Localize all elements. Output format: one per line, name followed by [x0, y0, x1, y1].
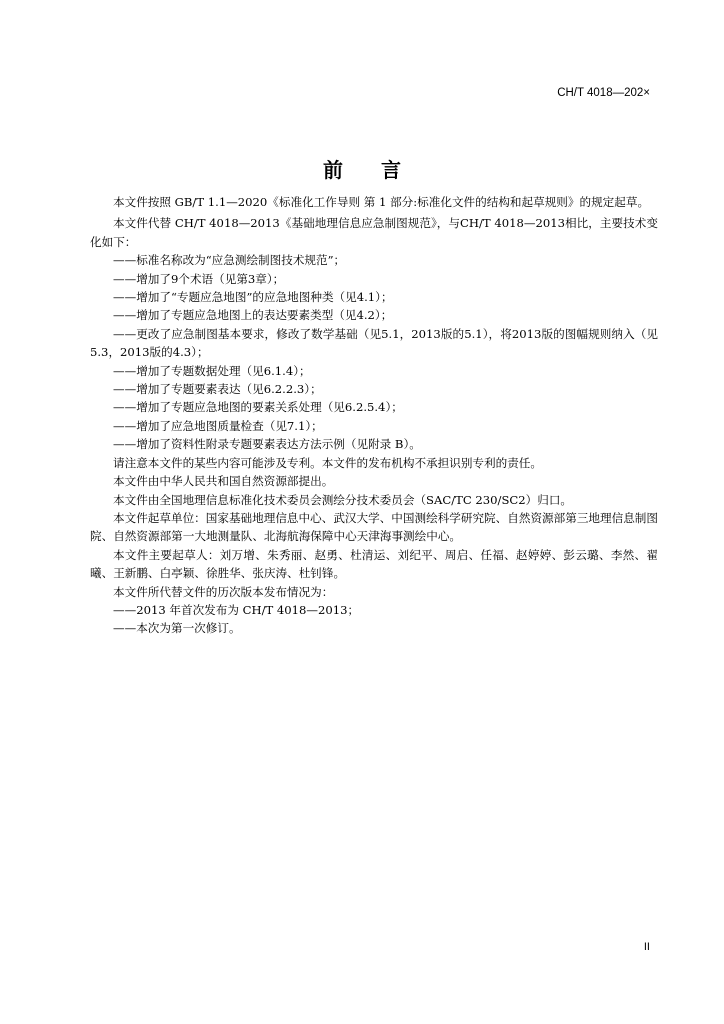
- document-code: CH/T 4018—202×: [557, 87, 650, 99]
- change-item: ——增加了资料性附录专题要素表达方法示例（见附录 B）。: [113, 437, 421, 452]
- title-char-2: 言: [381, 158, 401, 182]
- change-item: ——增加了应急地图质量检查（见7.1）；: [113, 418, 323, 433]
- change-item: ——增加了9个术语（见第3章）；: [113, 271, 285, 286]
- paragraph-replacement: 本文件代替 CH/T 4018—2013《基础地理信息应急制图规范》，与CH/T 4018—2013相比，主要技术变化如下：: [90, 216, 658, 249]
- paragraph-drafting-units: 本文件起草单位：国家基础地理信息中心、武汉大学、中国测绘科学研究院、自然资源部第三地理信息制图院、自然资源部第一大地测量队、北海航海保障中心天津海事测绘中心。: [90, 510, 658, 544]
- paragraph-committee: 本文件由全国地理信息标准化技术委员会测绘分技术委员会（SAC/TC 230/SC2）归口。: [113, 492, 573, 507]
- change-item: ——标准名称改为“应急测绘制图技术规范”；: [113, 253, 346, 268]
- change-item: ——增加了专题要素表达（见6.2.2.3）；: [113, 382, 322, 397]
- change-item: ——增加了专题应急地图的要素关系处理（见6.2.5.4）；: [113, 400, 403, 415]
- history-item: ——2013 年首次发布为 CH/T 4018—2013；: [113, 602, 360, 617]
- change-item: ——增加了“专题应急地图”的应急地图种类（见4.1）；: [113, 290, 393, 305]
- page-number: II: [643, 941, 650, 953]
- preface-body: [90, 193, 658, 638]
- change-item: ——增加了专题数据处理（见6.1.4）；: [113, 363, 311, 378]
- paragraph-drafting-rules: 本文件按照 GB/T 1.1—2020《标准化工作导则 第 1 部分:标准化文件的结构和起草规则》的规定起草。: [113, 195, 650, 209]
- change-item: ——增加了专题应急地图上的表达要素类型（见4.2）；: [113, 308, 393, 323]
- page-title: [0, 154, 724, 183]
- title-char-1: 前: [323, 158, 343, 182]
- change-item: ——更改了应急制图基本要求，修改了数学基础（见5.1，2013版的5.1），将2013版的图幅规则纳入（见5.3，2013版的4.3）；: [90, 326, 658, 360]
- paragraph-proposer: 本文件由中华人民共和国自然资源部提出。: [113, 474, 334, 489]
- paragraph-drafters: 本文件主要起草人：刘万增、朱秀丽、赵勇、杜清运、刘纪平、周启、任福、赵婷婷、彭云璐、李然、翟曦、王新鹏、白亭颖、徐胜华、张庆涛、杜钊锋。: [90, 547, 658, 581]
- paragraph-history-intro: 本文件所代替文件的历次版本发布情况为：: [113, 584, 334, 599]
- paragraph-patent-notice: 请注意本文件的某些内容可能涉及专利。本文件的发布机构不承担识别专利的责任。: [113, 455, 542, 470]
- history-item: ——本次为第一次修订。: [113, 621, 241, 636]
